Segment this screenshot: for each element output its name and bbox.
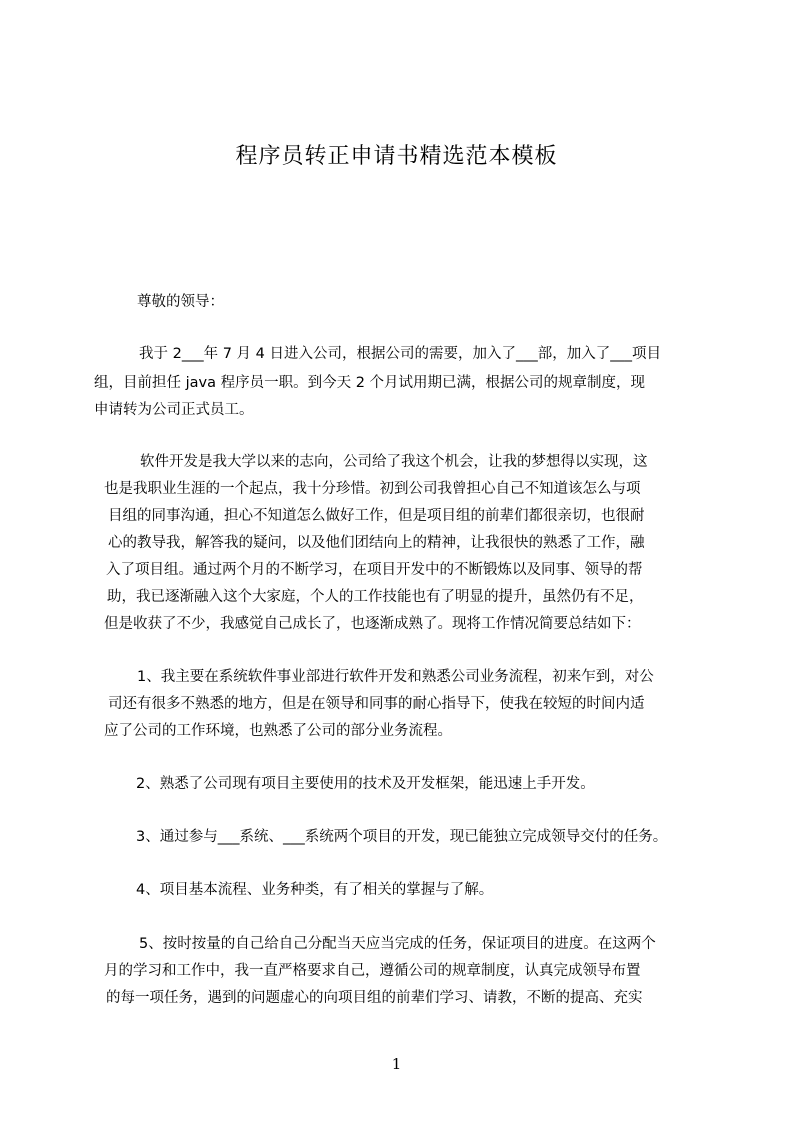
paragraph-line: 我于 2___年 7 月 4 日进入公司，根据公司的需要，加入了___部，加入了___项目 bbox=[139, 346, 661, 362]
salutation: 尊敬的领导： bbox=[137, 294, 224, 310]
paragraph-line: 5、按时按量的自己给自己分配当天应当完成的任务，保证项目的进度。在这两个 bbox=[139, 936, 656, 952]
page-number: 1 bbox=[391, 1055, 402, 1073]
paragraph-line: 助，我已逐渐融入这个大家庭，个人的工作技能也有了明显的提升，虽然仍有不足， bbox=[107, 589, 644, 605]
paragraph-line: 月的学习和工作中，我一直严格要求自己，遵循公司的规章制度，认真完成领导布置 bbox=[104, 963, 641, 979]
paragraph-line: 目组的同事沟通，担心不知道怎么做好工作，但是项目组的前辈们都很亲切，也很耐 bbox=[108, 508, 645, 524]
paragraph-line: 3、通过参与___系统、___系统两个项目的开发，现已能独立完成领导交付的任务。 bbox=[136, 829, 668, 845]
paragraph-line: 心的教导我，解答我的疑问，以及他们团结向上的精神，让我很快的熟悉了工作，融 bbox=[108, 535, 645, 551]
page-title: 程序员转正申请书精选范本模板 bbox=[235, 144, 558, 169]
paragraph-line: 2、熟悉了公司现有项目主要使用的技术及开发框架，能迅速上手开发。 bbox=[136, 776, 595, 792]
paragraph-line: 也是我职业生涯的一个起点，我十分珍惜。初到公司我曾担心自己不知道该怎么与项 bbox=[104, 481, 641, 497]
paragraph-line: 软件开发是我大学以来的志向，公司给了我这个机会，让我的梦想得以实现，这 bbox=[140, 454, 648, 470]
paragraph-line: 组，目前担任 java 程序员一职。到今天 2 个月试用期已满，根据公司的规章制度，现 bbox=[94, 375, 646, 391]
paragraph-line: 应了公司的工作环境，也熟悉了公司的部分业务流程。 bbox=[104, 723, 452, 739]
paragraph-line: 1、我主要在系统软件事业部进行软件开发和熟悉公司业务流程，初来乍到，对公 bbox=[137, 669, 654, 685]
paragraph-line: 的每一项任务，遇到的问题虚心的向项目组的前辈们学习、请教，不断的提高、充实 bbox=[106, 990, 643, 1006]
paragraph-line: 4、项目基本流程、业务种类，有了相关的掌握与了解。 bbox=[136, 882, 494, 898]
paragraph-line: 入了项目组。通过两个月的不断学习，在项目开发中的不断锻炼以及同事、领导的帮 bbox=[106, 562, 643, 578]
paragraph-line: 申请转为公司正式员工。 bbox=[94, 402, 254, 418]
paragraph-line: 司还有很多不熟悉的地方，但是在领导和同事的耐心指导下，使我在较短的时间内适 bbox=[108, 696, 645, 712]
paragraph-line: 但是收获了不少，我感觉自己成长了，也逐渐成熟了。现将工作情况简要总结如下： bbox=[104, 616, 641, 632]
